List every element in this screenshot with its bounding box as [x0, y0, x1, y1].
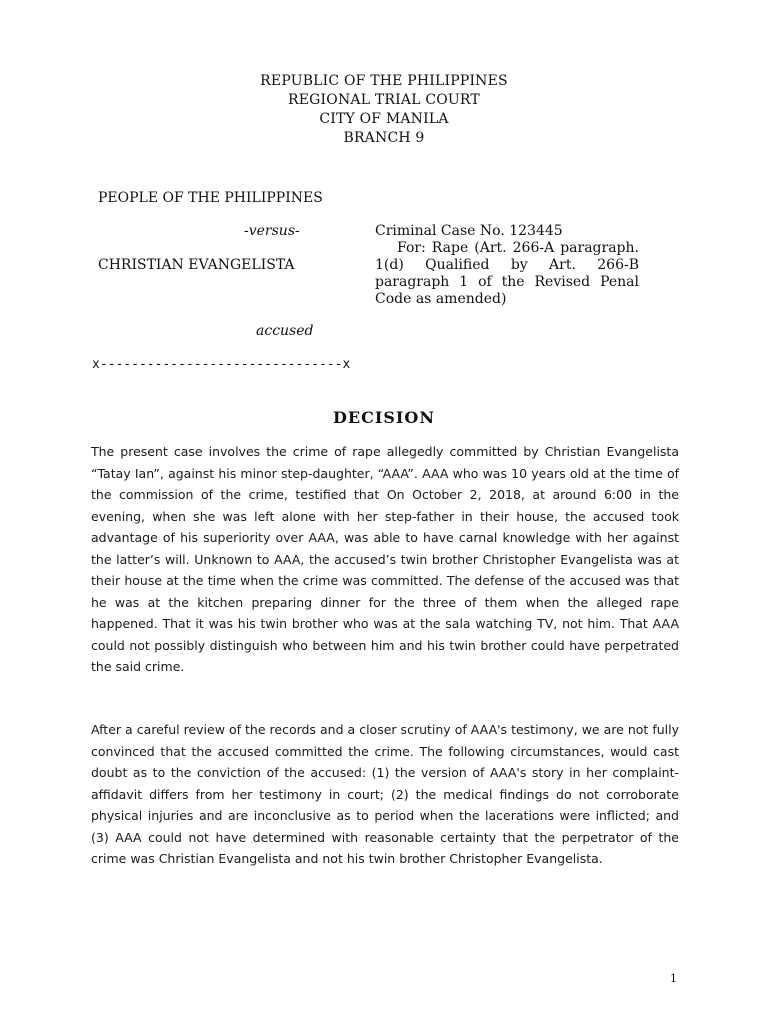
decision-title: DECISION — [333, 408, 435, 427]
plaintiff-name: PEOPLE OF THE PHILIPPINES — [98, 190, 323, 206]
paragraph-facts: The present case involves the crime of rape allegedly committed by Christian Evangelista “Tatay Ian”, against his minor step-daughter, “AAA”. AAA who was 10 years old at the time of the commission of the crime, testified that On October 2, 2018, at around 6:00 in the evening, when she was left alone with her step-father in their house, the accused took advantage of his superiority over AAA, was able to have carnal knowledge with her against the latter’s will. Unknown to AAA, the accused’s twin brother Christopher Evangelista was at their house at the time when the crime was committed. The defense of the accused was that he was at the kitchen preparing dinner for the three of them when the alleged rape happened. That it was his twin brother who was at the sala watching TV, not him. That AAA could not possibly distinguish who between him and his twin brother could have perpetrated the said crime. — [91, 444, 679, 674]
case-block — [375, 223, 639, 308]
page-number: 1 — [670, 972, 677, 985]
header-republic: REPUBLIC OF THE PHILIPPINES — [260, 73, 508, 89]
case-charge: For: Rape (Art. 266-A paragraph. 1(d) Qualified by Art. 266-B paragraph 1 of the Revised Penal Code as amended) — [375, 240, 639, 307]
court-header — [0, 72, 768, 148]
header-city: CITY OF MANILA — [319, 111, 449, 127]
versus-label: -versus- — [244, 223, 300, 239]
header-court: REGIONAL TRIAL COURT — [288, 92, 480, 108]
accused-name: CHRISTIAN EVANGELISTA — [98, 257, 295, 273]
caption-separator: x-------------------------------x — [92, 357, 351, 372]
case-number: Criminal Case No. 123445 — [375, 223, 563, 239]
paragraph-ruling: After a careful review of the records and a closer scrutiny of AAA's testimony, we are not fully convinced that the accused committed the crime. The following circumstances, would cast doubt as to the conviction of the accused: (1) the version of AAA's story in her complaint-affidavit differs from her testimony in court; (2) the medical findings do not corroborate physical injuries and are inconclusive as to period when the lacerations were inflicted; and (3) AAA could not have determined with reasonable certainty that the perpetrator of the crime was Christian Evangelista and not his twin brother Christopher Evangelista. — [91, 722, 679, 866]
header-branch: BRANCH 9 — [343, 130, 425, 146]
accused-label: accused — [256, 323, 314, 339]
